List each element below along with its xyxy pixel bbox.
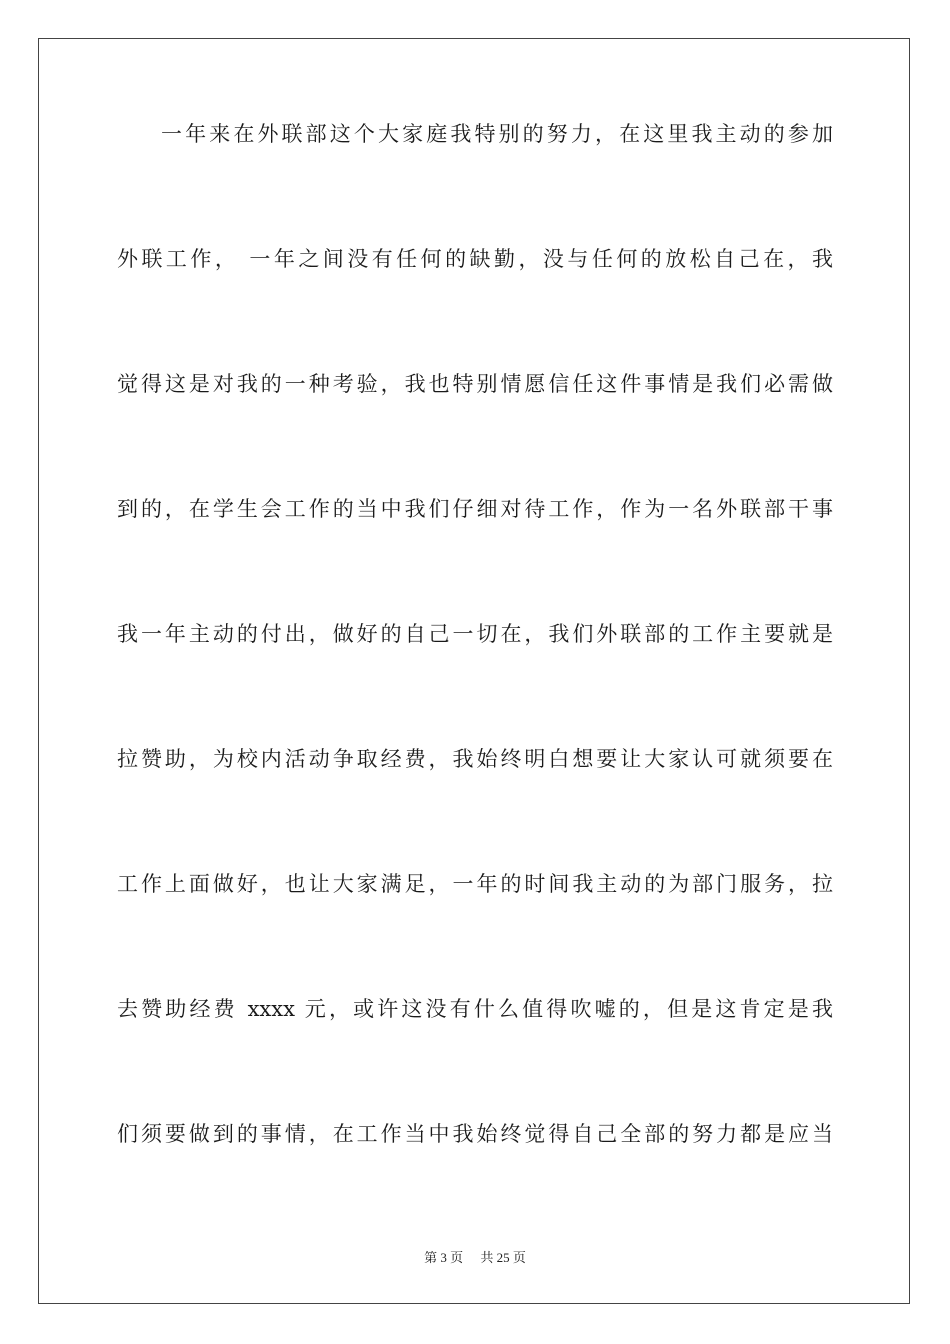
paragraph-line-1: 一年来在外联部这个大家庭我特别的努力，在这里我主动的参加 xyxy=(161,122,833,146)
paragraph-line-8: 去赞助经费 xxxx 元，或许这没有什么值得吹嘘的，但是这肯定是我 xyxy=(117,997,833,1021)
paragraph-line-3: 觉得这是对我的一种考验，我也特别情愿信任这件事情是我们必需做 xyxy=(117,372,833,396)
paragraph-line-7: 工作上面做好，也让大家满足，一年的时间我主动的为部门服务，拉 xyxy=(117,872,833,896)
paragraph-line-4: 到的，在学生会工作的当中我们仔细对待工作，作为一名外联部干事 xyxy=(117,497,833,521)
page-footer xyxy=(0,1247,950,1266)
document-body xyxy=(117,122,833,1247)
paragraph-line-2: 外联工作， 一年之间没有任何的缺勤，没与任何的放松自己在，我 xyxy=(117,247,833,271)
paragraph-line-9: 们须要做到的事情，在工作当中我始终觉得自己全部的努力都是应当 xyxy=(117,1122,833,1146)
paragraph-line-5: 我一年主动的付出，做好的自己一切在，我们外联部的工作主要就是 xyxy=(117,622,833,646)
page-number: 第 3 页 xyxy=(424,1250,464,1265)
paragraph-line-6: 拉赞助，为校内活动争取经费，我始终明白想要让大家认可就须要在 xyxy=(117,747,833,771)
page-total: 共 25 页 xyxy=(480,1250,526,1265)
